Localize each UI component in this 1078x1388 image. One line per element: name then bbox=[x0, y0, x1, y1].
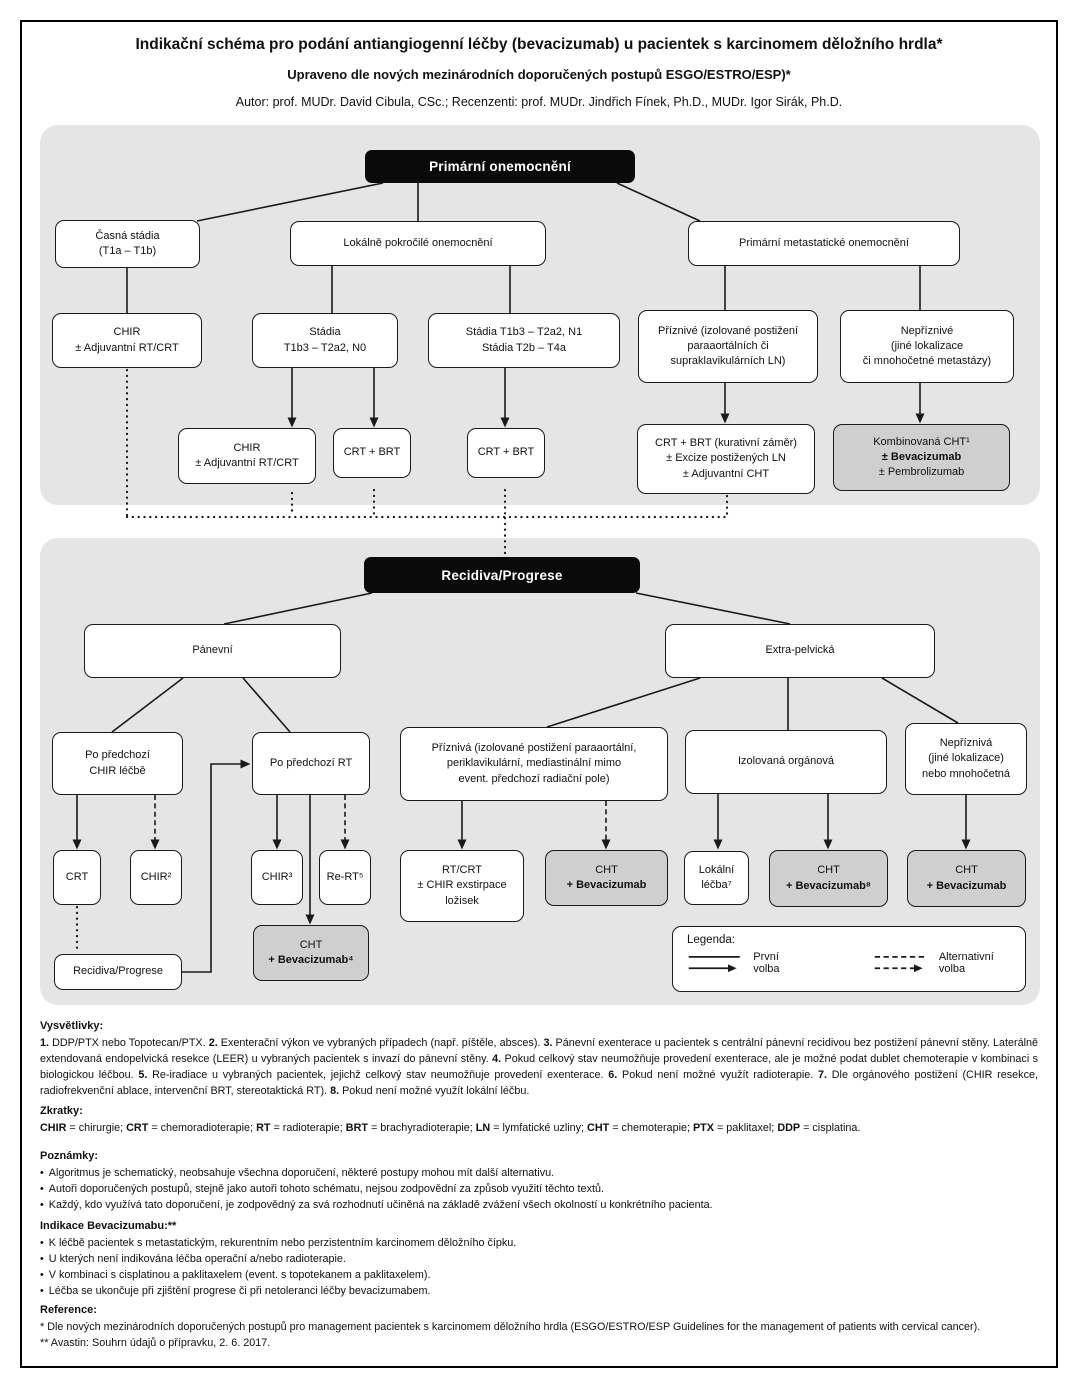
text-line: supraklavikulárních LN) bbox=[670, 355, 786, 368]
text-line: + Bevacizumab⁴ bbox=[268, 954, 354, 966]
box-chir-2 bbox=[130, 850, 182, 905]
list-item bbox=[40, 1166, 1038, 1182]
box-cht-bevacizumab-a bbox=[545, 850, 668, 906]
text-line: Nepříznivé bbox=[900, 324, 954, 337]
text-line: ± Adjuvantní RT/CRT bbox=[195, 457, 299, 469]
text-line: Po předchozí bbox=[85, 749, 150, 762]
box-lokalni-lecba bbox=[684, 851, 749, 905]
list-item bbox=[40, 1268, 1038, 1284]
references-heading: Reference: bbox=[40, 1304, 97, 1316]
bullet: • bbox=[40, 1285, 44, 1298]
text-line: + Bevacizumab bbox=[566, 879, 647, 891]
legend-title: Legenda: bbox=[687, 934, 735, 946]
box-crt-brt-1 bbox=[333, 428, 411, 478]
text-line: léčba⁷ bbox=[701, 879, 732, 891]
text-line: Po předchozí RT bbox=[269, 756, 353, 769]
box-izolovana-organova bbox=[685, 730, 887, 794]
bullet: • bbox=[40, 1167, 44, 1180]
indication-text: K léčbě pacientek s metastatickým, rekurentním nebo perzistentním karcinomem děložního čípku. bbox=[48, 1237, 517, 1250]
box-lokalne-pokrocile bbox=[290, 221, 546, 266]
page-subtitle: Upraveno dle nových mezinárodních doporučených postupů ESGO/ESTRO/ESP)* bbox=[287, 67, 791, 82]
legend-alternative-choice-label: Alternativní volba bbox=[938, 951, 994, 975]
first-choice-arrow-icon bbox=[687, 950, 743, 976]
text-line: event. předchozí radiační pole) bbox=[458, 772, 610, 785]
notes-heading: Poznámky: bbox=[40, 1150, 99, 1162]
note-text: Algoritmus je schematický, neobsahuje všechna doporučení, některé postupy mohou mít další alternativu. bbox=[48, 1167, 555, 1180]
box-crt-brt-kurativni bbox=[637, 424, 815, 494]
header-label: Primární onemocnění bbox=[429, 159, 571, 174]
text-line: Extra-pelvická bbox=[765, 644, 835, 657]
box-cht-bevacizumab-4 bbox=[253, 925, 369, 981]
text-line: CRT + BRT bbox=[343, 446, 401, 459]
text-line: CHIR bbox=[113, 326, 141, 339]
text-line: ± Adjuvantní CHT bbox=[682, 467, 770, 480]
text-line: CHIR bbox=[233, 441, 261, 454]
text-line: či mnohočetné metastázy) bbox=[862, 355, 992, 368]
notes-poznamky bbox=[40, 1148, 1038, 1214]
footnotes-heading: Vysvětlivky: bbox=[40, 1020, 104, 1032]
text-line: CHT bbox=[817, 864, 840, 877]
text-line: CHT bbox=[299, 938, 323, 951]
text-line: Pánevní bbox=[192, 644, 233, 657]
text-line: ± Excize postižených LN bbox=[666, 452, 786, 465]
indication-text: Léčba se ukončuje při zjištění progrese či při netoleranci léčby bevacizumabem. bbox=[48, 1285, 431, 1298]
text-line: Stádia bbox=[309, 326, 341, 339]
legend-box bbox=[672, 926, 1026, 992]
bullet: • bbox=[40, 1237, 44, 1250]
alternative-choice-arrow-icon bbox=[873, 950, 929, 976]
abbreviations-zkratky bbox=[40, 1103, 1038, 1137]
text-line: Příznivá (izolované postižení paraaortální, bbox=[431, 742, 637, 755]
note-text: Autoři doporučených postupů, stejně jako autoři tohoto schématu, nejsou zodpovědní za způsob využití těchto textů. bbox=[48, 1183, 604, 1196]
list-item bbox=[40, 1284, 1038, 1300]
abbreviations-heading: Zkratky: bbox=[40, 1105, 83, 1117]
note-text: Každý, kdo využívá tato doporučení, je zodpovědný za svá rozhodnutí učiněná na základě zvážení všech okolností u konkrétního pacienta. bbox=[48, 1199, 713, 1212]
list-item bbox=[40, 1182, 1038, 1198]
box-chir-adjuvantni-2 bbox=[178, 428, 316, 484]
text-line: ± CHIR exstirpace bbox=[417, 879, 507, 892]
legend-first-choice-label: První volba bbox=[753, 951, 780, 975]
reference-text: ** Avastin: Souhrn údajů o přípravku, 2. 6. 2017. bbox=[40, 1337, 271, 1350]
box-primarni-metastaticke bbox=[688, 221, 960, 266]
header-label: Recidiva/Progrese bbox=[441, 567, 563, 583]
indications-bevacizumab bbox=[40, 1218, 1038, 1300]
box-recidiva-progrese-small bbox=[54, 954, 182, 990]
box-chir-3 bbox=[251, 850, 303, 905]
reference-text: * Dle nových mezinárodních doporučených postupů pro management pacientek s karcinomem děložního hrdla (ESGO/ESTRO/ESP Guidelines for the management of patients with cervical cancer). bbox=[40, 1321, 981, 1334]
text-line: (jiné lokalizace) bbox=[928, 752, 1004, 765]
list-item bbox=[40, 1198, 1038, 1214]
abbreviations-text: CHIR = chirurgie; CRT = chemoradioterapie; RT = radioterapie; BRT = brachyradioterapie; LN = lymfatické uzliny; CHT = chemoterapie; PTX = paklitaxel; DDP = cisplatina. bbox=[40, 1122, 861, 1135]
text-line: ± Pembrolizumab bbox=[878, 466, 965, 479]
text-line: Recidiva/Progrese bbox=[73, 965, 163, 978]
box-extra-pelvicka bbox=[665, 624, 935, 678]
text-line: CHIR léčbě bbox=[89, 764, 146, 777]
legend-row bbox=[687, 950, 1013, 976]
text-line: CRT bbox=[65, 870, 89, 883]
indication-text: V kombinaci s cisplatinou a paklitaxelem (event. s topotekanem a paklitaxelem). bbox=[48, 1269, 431, 1282]
text-line: Příznivé (izolované postižení bbox=[657, 324, 798, 337]
box-nepriznive bbox=[840, 310, 1014, 383]
indications-heading: Indikace Bevacizumabu:** bbox=[40, 1220, 177, 1232]
text-line: CRT + BRT bbox=[477, 446, 535, 459]
box-po-predchozi-rt bbox=[252, 732, 370, 795]
page-title: Indikační schéma pro podání antiangiogenní léčby (bevacizumab) u pacientek s karcinomem děložního hrdla* bbox=[135, 36, 943, 53]
text-line: (jiné lokalizace bbox=[890, 339, 964, 352]
list-item bbox=[40, 1252, 1038, 1268]
text-line: ± Adjuvantní RT/CRT bbox=[75, 341, 179, 354]
text-line: CHIR² bbox=[140, 870, 172, 883]
box-stadia-n0 bbox=[252, 313, 398, 368]
list-item bbox=[40, 1236, 1038, 1252]
text-line: CHT bbox=[595, 863, 618, 876]
box-cht-bevacizumab-b bbox=[907, 850, 1026, 907]
bullet: • bbox=[40, 1253, 44, 1266]
header-recidiva-progrese bbox=[364, 557, 640, 593]
footnotes-vysvetlivky bbox=[40, 1018, 1038, 1100]
text-line: Kombinovaná CHT¹ bbox=[873, 435, 970, 448]
references bbox=[40, 1302, 1038, 1352]
text-line: periklavikulární, mediastinální mimo bbox=[446, 757, 622, 770]
indication-text: U kterých není indikována léčba operační a/nebo radioterapie. bbox=[48, 1253, 346, 1266]
alternative-choice-arrows bbox=[155, 795, 606, 841]
page-authors: Autor: prof. MUDr. David Cibula, CSc.; Recenzenti: prof. MUDr. Jindřich Fínek, Ph.D., MUDr. Igor Sirák, Ph.D. bbox=[235, 95, 843, 109]
text-line: paraaortálních či bbox=[687, 339, 769, 352]
box-prizniva bbox=[400, 727, 668, 801]
text-line: + Bevacizumab⁸ bbox=[786, 879, 871, 892]
text-line: ± Bevacizumab bbox=[881, 450, 962, 463]
box-stadia-n1 bbox=[428, 313, 620, 368]
box-casna-stadia bbox=[55, 220, 200, 268]
text-line: Lokální bbox=[698, 863, 735, 876]
box-cht-bevacizumab-8 bbox=[769, 850, 888, 907]
text-line: ložisek bbox=[445, 894, 479, 907]
box-panevni bbox=[84, 624, 341, 678]
box-rt-crt-exstirpace bbox=[400, 850, 524, 922]
box-crt bbox=[53, 850, 101, 905]
box-neprizniva bbox=[905, 723, 1027, 795]
text-line: CHT bbox=[955, 864, 978, 877]
text-line: CRT + BRT (kurativní záměr) bbox=[655, 437, 797, 450]
text-line: Nepříznivá bbox=[939, 737, 993, 750]
text-line: Primární metastatické onemocnění bbox=[739, 236, 909, 249]
bullet: • bbox=[40, 1269, 44, 1282]
box-re-rt-5 bbox=[319, 850, 371, 905]
box-kombinovana-cht-bevacizumab bbox=[833, 424, 1010, 491]
text-line: Časná stádia bbox=[95, 229, 160, 242]
footnotes-text: 1. DDP/PTX nebo Topotecan/PTX. 2. Exenterační výkon ve vybraných případech (např. píštěle, absces). 3. Pánevní exenterace u pacientek s centrální pánevní recidivou bez postižení pánevní stěny. Laterálně extendovaná endopelvická resekce (LEER) u vybraných pacientek s invazí do pánevní stěny. 4. Pokud celkový stav neumožňuje provedení exenterace, ale je možné podat dublet chemoterapie v kombinaci s biologickou léčbou. 5. Re-iradiace u vybraných pacientek, jejichž celkový stav neumožňuje provedení exenterace. 6. Pokud není možné využít radioterapie. 7. Dle orgánového postižení (CHIR resekce, radiofrekvenční ablace, intervenční BRT, stereotaktická RT). 8. Pokud není možné využít lokální léčbu. bbox=[40, 1037, 1039, 1098]
box-crt-brt-2 bbox=[467, 428, 545, 478]
box-po-predchozi-chir bbox=[52, 732, 183, 795]
text-line: RT/CRT bbox=[442, 864, 482, 877]
text-line: Re-RT⁵ bbox=[326, 870, 364, 883]
text-line: T1b3 – T2a2, N0 bbox=[283, 341, 367, 354]
bullet: • bbox=[40, 1199, 44, 1212]
text-line: Stádia T1b3 – T2a2, N1 bbox=[465, 326, 583, 339]
text-line: Izolovaná orgánová bbox=[737, 755, 834, 768]
bullet: • bbox=[40, 1183, 44, 1196]
header-primarni-onemocneni bbox=[365, 150, 635, 183]
text-line: CHIR³ bbox=[261, 870, 293, 883]
text-line: Lokálně pokročilé onemocnění bbox=[343, 236, 493, 249]
text-line: (T1a – T1b) bbox=[98, 245, 157, 257]
text-line: + Bevacizumab bbox=[926, 879, 1007, 892]
box-priznive bbox=[638, 310, 818, 383]
text-line: nebo mnohočetná bbox=[921, 767, 1011, 780]
text-line: Stádia T2b – T4a bbox=[482, 341, 566, 354]
box-chir-adjuvantni-1 bbox=[52, 313, 202, 368]
